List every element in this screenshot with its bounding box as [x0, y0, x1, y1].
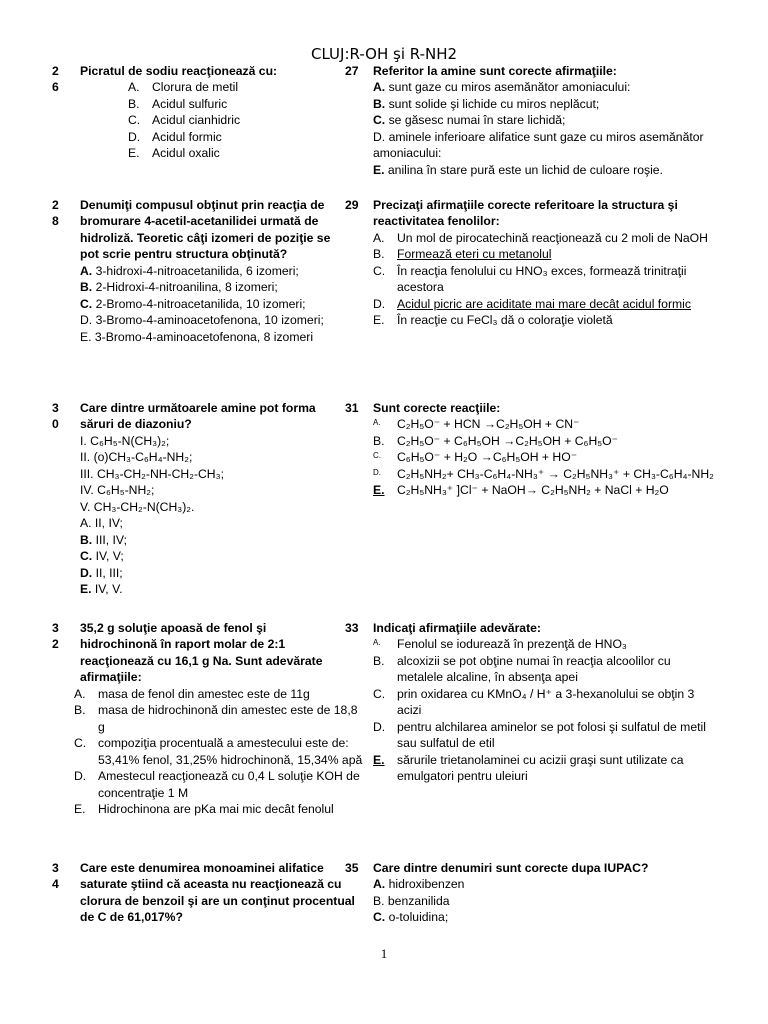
option-e: E. sărurile trietanolaminei cu acizii graşi sunt utilizate ca emulgatori pentru uleiuri: [373, 752, 684, 784]
option-c: C. prin oxidarea cu KMnO₄ / H⁺ a 3-hexanolului se obţin 3 acizi: [373, 686, 695, 718]
question-stem: Denumiţi compusul obţinut prin reacţia de bromurare 4-acetil-acetanilidei urmată de hidroliză. Teoretic câţi izomeri de poziţie se pot scrie pentru structura obţinută?: [80, 198, 331, 262]
option-d: D. Amestecul reacţionează cu 0,4 L soluţie KOH de concentraţie 1 M: [74, 769, 360, 800]
option-c: C. compoziţia procentuală a amestecului este de: 53,41% fenol, 31,25% hidrochinonă, 15,34% apă: [74, 736, 363, 767]
option-a: A. sunt gaze cu miros asemănător amoniacului:: [373, 80, 631, 95]
option-b: B. III, IV;: [80, 532, 127, 547]
question-stem: Indicaţi afirmaţiile adevărate:: [373, 621, 541, 635]
option-e: E. 3-Bromo-4-aminoacetofenona, 8 izomeri: [80, 329, 314, 344]
option-a: A. 3-hidroxi-4-nitroacetanilida, 6 izomeri;: [80, 263, 299, 278]
question-number: 2 6: [52, 64, 59, 95]
list-item: I. C₆H₅-N(CH₃)₂;: [80, 433, 170, 448]
option-d: D. II, III;: [80, 565, 123, 580]
option-e: E. Acidul oxalic: [128, 146, 220, 161]
list-item: III. CH₃-CH₂-NH-CH₂-CH₃;: [80, 466, 224, 481]
question-stem: Care dintre următoarele amine pot forma săruri de diazoniu?: [80, 401, 316, 432]
option-a: A. Fenolul se iodurează în prezenţă de HNO₃: [373, 637, 627, 652]
option-b: B. Acidul sulfuric: [128, 96, 228, 111]
question-stem: Precizaţi afirmaţiile corecte referitoare la structura şi reactivitatea fenolilor:: [373, 198, 678, 229]
question-stem: Sunt corecte reacţiile:: [373, 401, 501, 415]
question-number: 3 2: [52, 621, 59, 652]
option-b: B. alcoxizii se pot obţine numai în reacţia alcoolilor cu metalele alcaline, în absenţa apei: [373, 653, 671, 685]
option-b: B. 2-Hidroxi-4-nitroanilina, 8 izomeri;: [80, 280, 278, 295]
option-e: E. IV, V.: [80, 582, 123, 597]
option-b: B. C₂H₅O⁻ + C₆H₅OH →C₂H₅OH + C₆H₅O⁻: [373, 433, 619, 448]
option-b: B. sunt solide şi lichide cu miros neplăcut;: [373, 96, 600, 111]
option-c: C. IV, V;: [80, 549, 124, 564]
option-c: C. se găsesc numai în stare lichidă;: [373, 113, 566, 128]
list-item: V. CH₃-CH₂-N(CH₃)₂.: [80, 499, 195, 514]
list-item: IV. C₆H₅-NH₂;: [80, 483, 155, 498]
list-item: II. (o)CH₃-C₆H₄-NH₂;: [80, 450, 193, 465]
option-a: A. C₂H₅O⁻ + HCN →C₂H₅OH + CN⁻: [373, 417, 580, 432]
option-e: E. C₂H₅NH₃⁺ ]Cl⁻ + NaOH→ C₂H₅NH₂ + NaCl + H₂O: [373, 483, 669, 498]
option-e: E. În reacţie cu FeCl₃ dă o coloraţie violetă: [373, 313, 613, 328]
option-d: D. pentru alchilarea aminelor se pot folosi şi sulfatul de metil sau sulfatul de etil: [373, 719, 706, 751]
option-e: E. anilina în stare pură este un lichid de culoare roşie.: [373, 162, 663, 177]
option-c: C. 2-Bromo-4-nitroacetanilida, 10 izomeri;: [80, 296, 306, 311]
option-d: D. aminele inferioare alifatice sunt gaze cu miros asemănător amoniacului:: [373, 129, 704, 161]
question-number: 35: [345, 861, 359, 875]
option-a: A. masa de fenol din amestec este de 11g: [74, 687, 310, 701]
question-number: 29: [345, 198, 359, 212]
question-stem: Picratul de sodiu reacţionează cu:: [80, 64, 278, 78]
question-number: 27: [345, 64, 359, 78]
question-number: 2 8: [52, 198, 59, 229]
option-e: E. Hidrochinona are pKa mai mic decât fenolul: [74, 802, 334, 817]
option-c: C. o-toluidina;: [373, 910, 449, 925]
page-title: CLUJ:R-OH şi R-NH2: [310, 45, 458, 63]
question-stem: Care dintre denumiri sunt corecte dupa IUPAC?: [373, 861, 649, 875]
option-a: A. II, IV;: [80, 516, 123, 531]
option-d: D. 3-Bromo-4-aminoacetofenona, 10 izomeri;: [80, 313, 324, 328]
question-stem: 35,2 g soluţie apoasă de fenol şi hidrochinonă în raport molar de 2:1 reacţionează cu 16,1 g Na. Sunt adevărate afirmaţiile:: [80, 621, 323, 685]
option-c: C. C₆H₅O⁻ + H₂O →C₆H₅OH + HO⁻: [373, 450, 578, 465]
option-a: A. hidroxibenzen: [373, 877, 465, 892]
question-number: 31: [345, 401, 359, 415]
option-b: B. Formează eteri cu metanolul: [373, 247, 552, 262]
question-stem: Referitor la amine sunt corecte afirmaţiile:: [373, 64, 617, 78]
question-number: 33: [345, 621, 359, 635]
option-b: B. benzanilida: [373, 893, 450, 908]
option-b: B. masa de hidrochinonă din amestec este de 18,8 g: [74, 703, 358, 734]
question-number: 3 4: [52, 861, 59, 892]
option-d: D. Acidul formic: [128, 129, 222, 144]
question-number: 3 0: [52, 401, 59, 432]
option-c: C. Acidul cianhidric: [128, 113, 241, 128]
page-number: 1: [380, 946, 388, 961]
option-a: A. Clorura de metil: [128, 80, 239, 95]
question-stem: Care este denumirea monoaminei alifatice saturate ştiind că aceasta nu reacţionează cu clorura de benzoil şi are un conţinut procentual de C de 61,017%?: [80, 861, 355, 925]
option-d: D. C₂H₅NH₂+ CH₃-C₆H₄-NH₃⁺ → C₂H₅NH₃⁺ + CH₃-C₆H₄-NH₂: [373, 466, 714, 481]
option-c: C. În reacţia fenolului cu HNO₃ exces, formează trinitraţii acestora: [373, 263, 687, 295]
option-a: A. Un mol de pirocatechină reacţionează cu 2 moli de NaOH: [373, 230, 708, 245]
option-d: D. Acidul picric are aciditate mai mare decât acidul formic: [373, 296, 691, 311]
